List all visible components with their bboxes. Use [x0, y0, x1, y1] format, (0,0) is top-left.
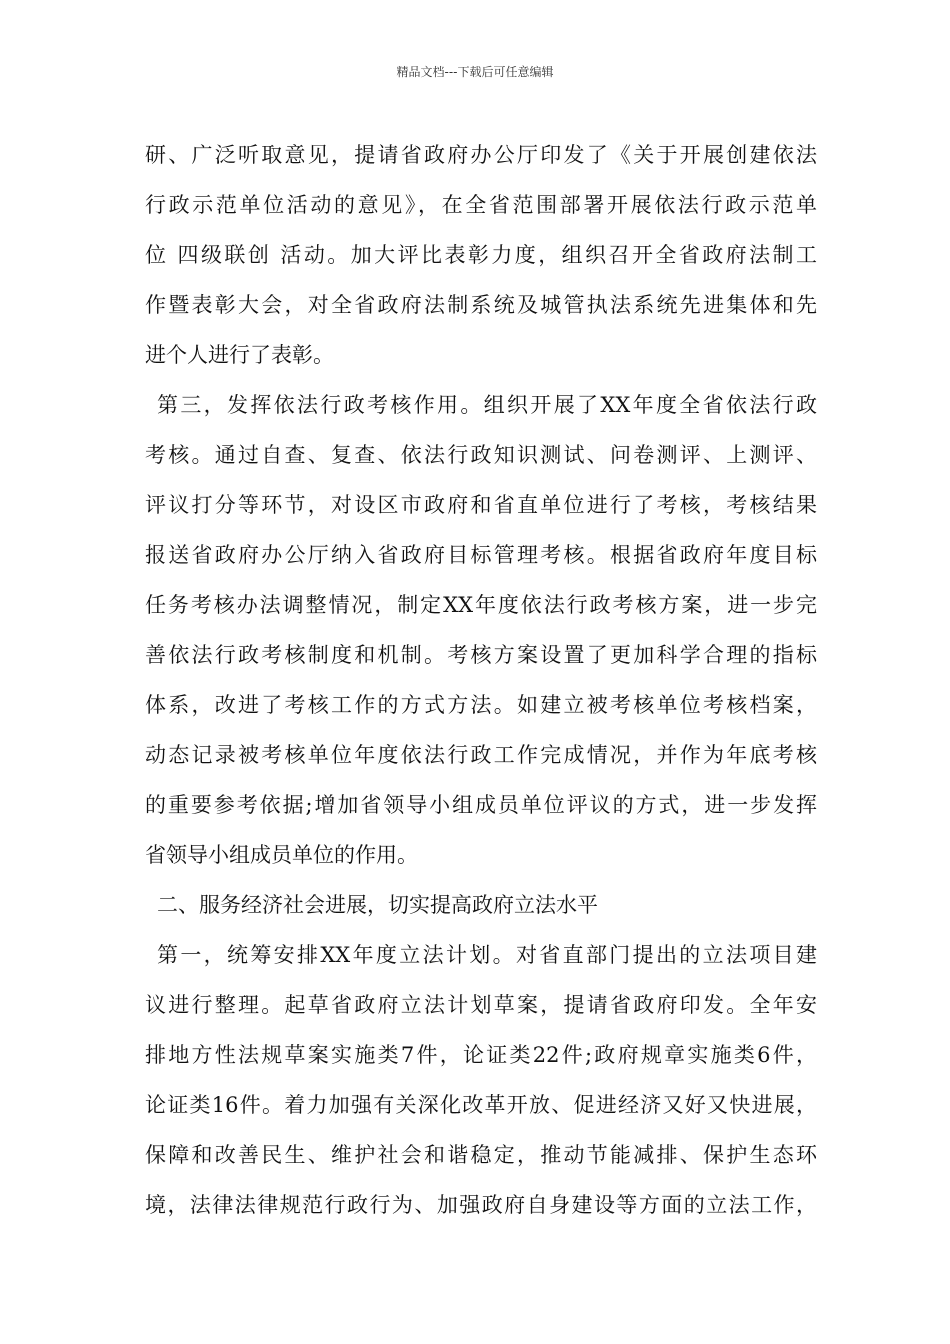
text-line: 第三，发挥依法行政考核作用。组织开展了XX年度全省依法行政 — [157, 393, 817, 417]
text-line: 报送省政府办公厅纳入省政府目标管理考核。根据省政府年度目标 — [145, 543, 817, 567]
text-line: 第一，统筹安排XX年度立法计划。对省直部门提出的立法项目建 — [157, 943, 817, 967]
text-line: 位 四级联创 活动。加大评比表彰力度，组织召开全省政府法制工 — [145, 243, 817, 267]
text-line: 的重要参考依据;增加省领导小组成员单位评议的方式，进一步发挥 — [145, 793, 817, 817]
text-line: 议进行整理。起草省政府立法计划草案，提请省政府印发。全年安 — [145, 993, 817, 1017]
text-line: 评议打分等环节，对设区市政府和省直单位进行了考核，考核结果 — [145, 493, 817, 517]
document-body — [145, 130, 817, 1230]
text-line: 考核。通过自查、复查、依法行政知识测试、问卷测评、上测评、 — [145, 443, 817, 467]
text-line: 二、服务经济社会进展，切实提高政府立法水平 — [157, 893, 598, 917]
text-line: 进个人进行了表彰。 — [145, 343, 334, 367]
text-line: 体系，改进了考核工作的方式方法。如建立被考核单位考核档案， — [145, 693, 817, 717]
text-line: 排地方性法规草案实施类7件，论证类22件;政府规章实施类6件， — [145, 1043, 817, 1067]
text-line: 善依法行政考核制度和机制。考核方案设置了更加科学合理的指标 — [145, 643, 817, 667]
text-line: 行政示范单位活动的意见》，在全省范围部署开展依法行政示范单 — [145, 193, 817, 217]
page-header: 精品文档---下载后可任意编辑 — [396, 65, 554, 79]
text-line: 动态记录被考核单位年度依法行政工作完成情况，并作为年底考核 — [145, 743, 817, 767]
text-line: 作暨表彰大会，对全省政府法制系统及城管执法系统先进集体和先 — [145, 293, 817, 317]
text-line: 省领导小组成员单位的作用。 — [145, 843, 418, 867]
text-line: 境，法律法律规范行政行为、加强政府自身建设等方面的立法工作， — [145, 1193, 817, 1217]
text-line: 论证类16件。着力加强有关深化改革开放、促进经济又好又快进展， — [145, 1093, 817, 1117]
text-line: 研、广泛听取意见，提请省政府办公厅印发了《关于开展创建依法 — [145, 143, 817, 167]
text-line: 保障和改善民生、维护社会和谐稳定，推动节能减排、保护生态环 — [145, 1143, 817, 1167]
text-line: 任务考核办法调整情况，制定XX年度依法行政考核方案，进一步完 — [145, 593, 817, 617]
